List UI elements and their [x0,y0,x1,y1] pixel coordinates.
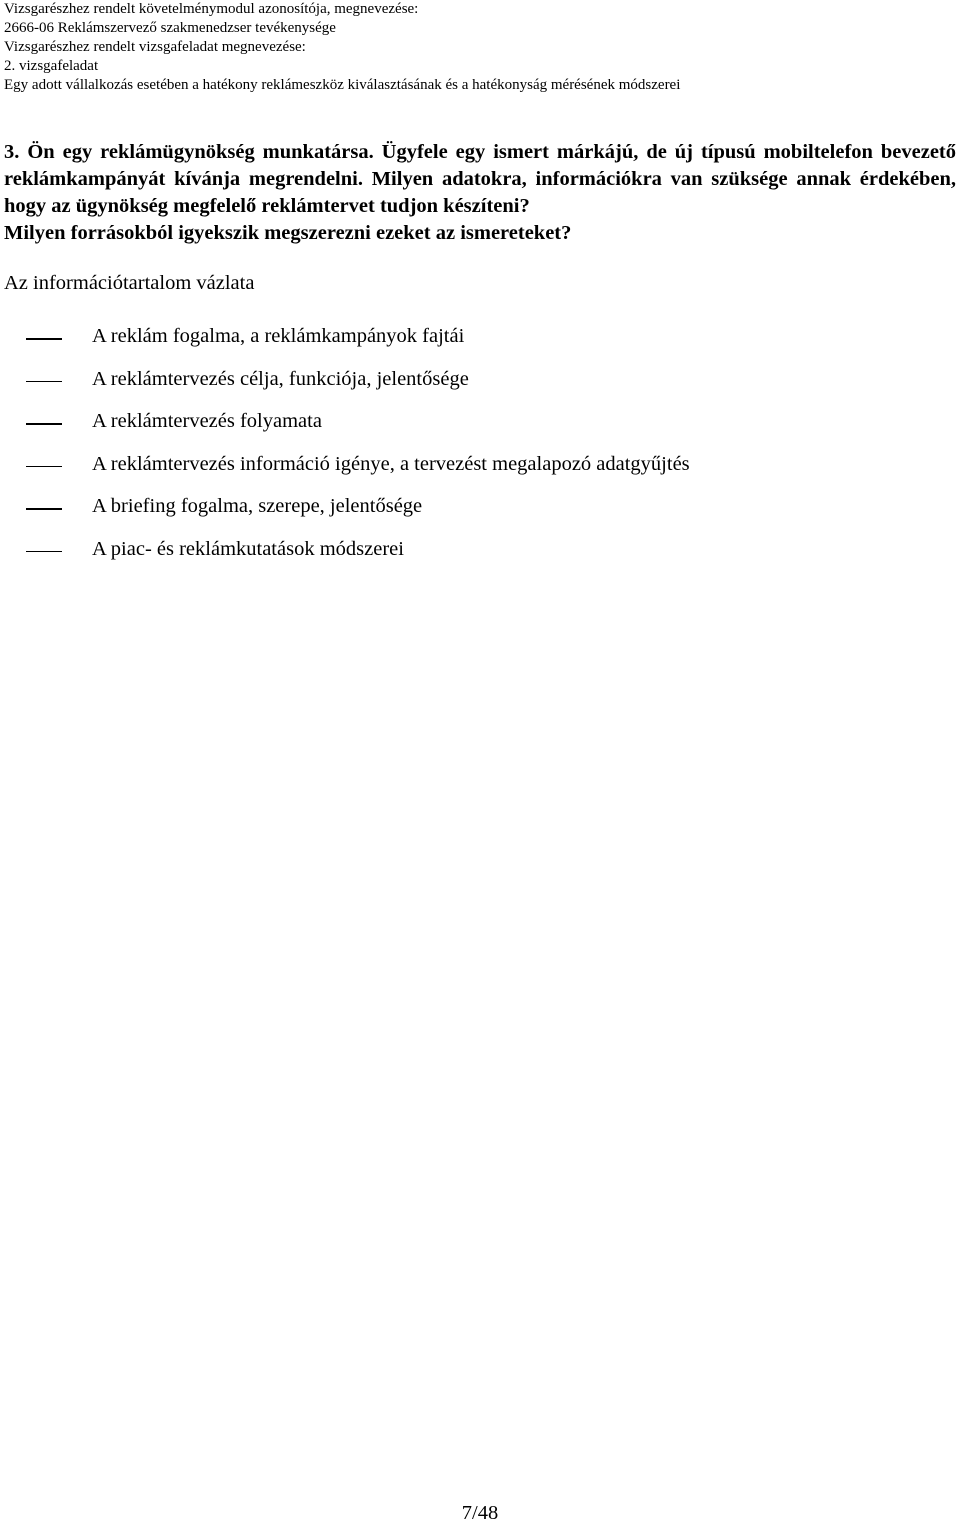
list-item [0,366,960,409]
dash-bullet-icon [26,338,62,340]
page-header [4,0,954,95]
dash-bullet-icon [26,423,62,425]
page-number: 7/48 [461,1502,499,1524]
list-item-text: A reklám fogalma, a reklámkampányok fajtái [92,325,465,347]
header-task-number: 2. vizsgafeladat [4,58,99,74]
question-body: 3. Ön egy reklámügynökség munkatársa. Ügyfele egy ismert márkájú, de új típusú mobiltelefon bevezető reklámkampányát kívánja megrendelni. Milyen adatokra, információkra van szüksége annak érdekében, hogy az ügynökség megfelelő reklámtervet tudjon készíteni? [4,141,956,217]
dash-bullet-icon [26,508,62,510]
list-item-text: A reklámtervezés információ igénye, a tervezést megalapozó adatgyűjtés [92,452,690,475]
list-item [0,451,960,494]
header-task-title: Egy adott vállalkozás esetében a hatékony reklámeszköz kiválasztásának és a hatékonyság mérésének módszerei [4,77,681,93]
question-last-line: Milyen forrásokból igyekszik megszerezni ezeket az ismereteket? [4,222,572,244]
dash-bullet-icon [26,381,62,383]
header-module-label: Vizsgarészhez rendelt követelménymodul azonosítója, megnevezése: [4,1,419,17]
outline-list [0,323,960,579]
header-task-label: Vizsgarészhez rendelt vizsgafeladat megnevezése: [4,39,306,55]
question-text [4,139,956,220]
list-item [0,493,960,536]
outline-title: Az információtartalom vázlata [4,272,255,294]
list-item [0,323,960,366]
list-item-text: A briefing fogalma, szerepe, jelentősége [92,495,423,518]
dash-bullet-icon [26,551,62,553]
header-module-name: 2666-06 Reklámszervező szakmenedzser tevékenysége [4,20,336,36]
list-item-text: A reklámtervezés folyamata [92,410,322,433]
dash-bullet-icon [26,466,62,468]
list-item [0,536,960,579]
list-item [0,408,960,451]
list-item-text: A reklámtervezés célja, funkciója, jelentősége [92,367,469,390]
list-item-text: A piac- és reklámkutatások módszerei [92,537,404,560]
